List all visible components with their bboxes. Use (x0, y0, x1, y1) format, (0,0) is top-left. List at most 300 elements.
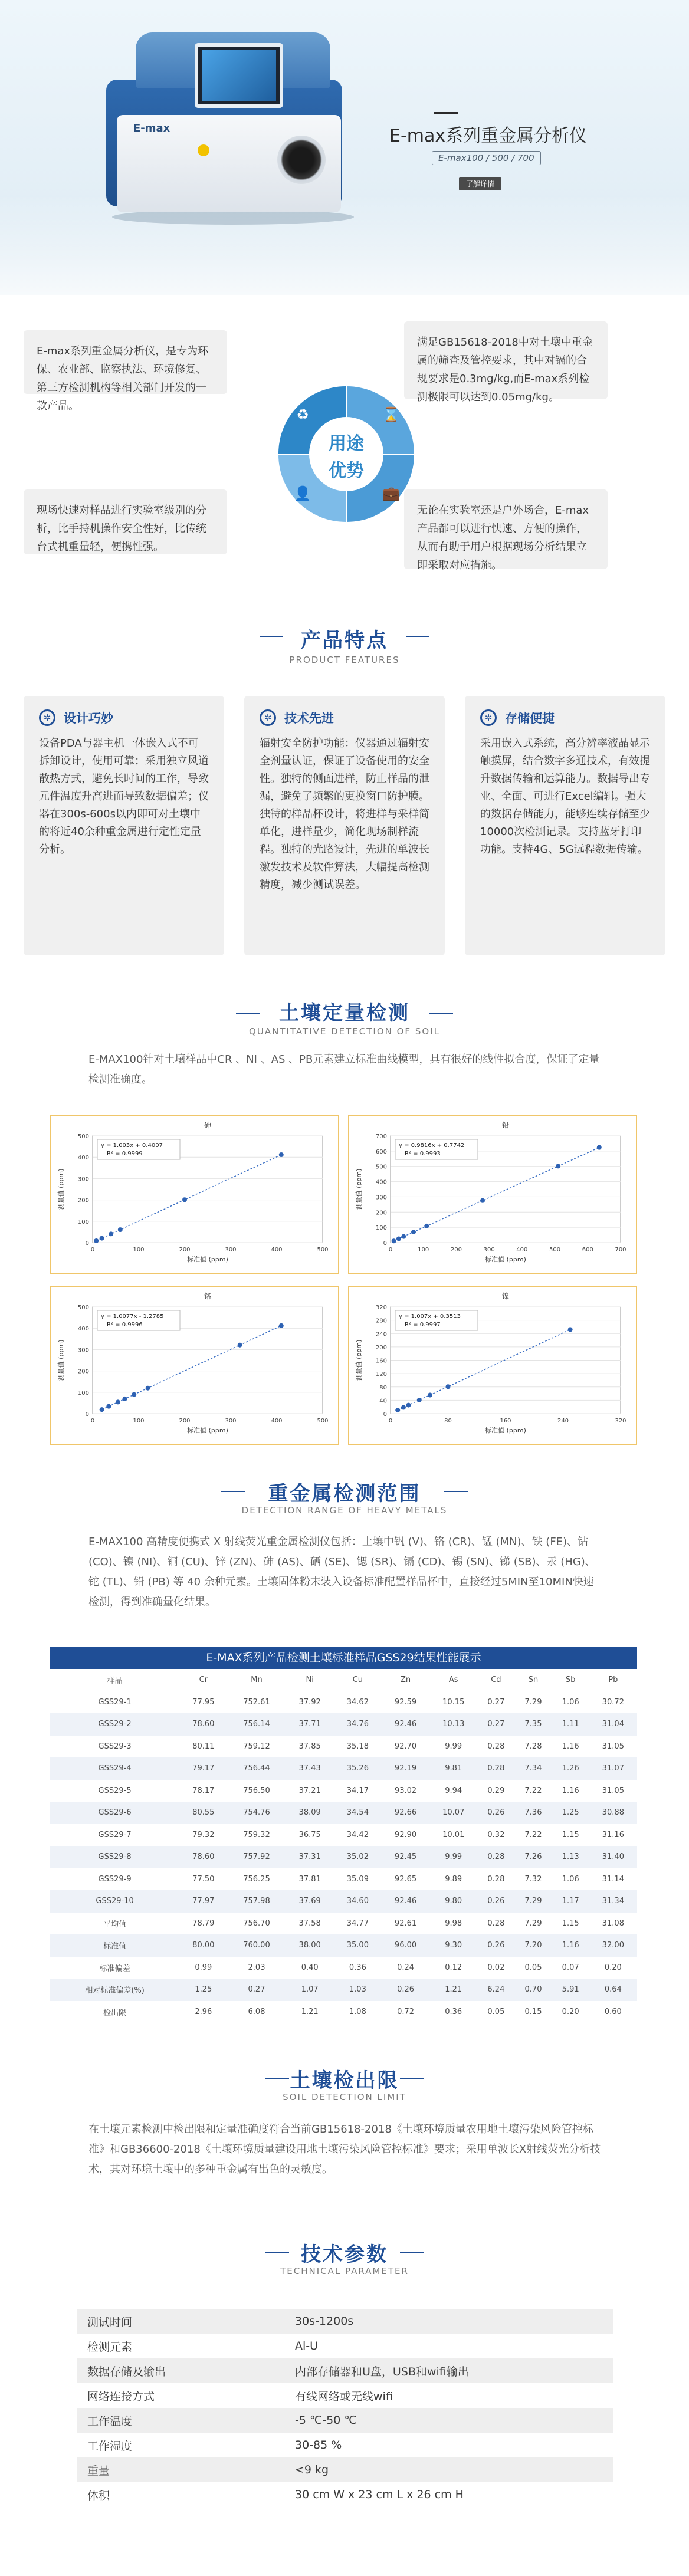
data-point (100, 1407, 104, 1412)
equation-label: y = 1.0077x - 1.2785 (101, 1313, 164, 1320)
chart-title: 铬 (204, 1292, 212, 1300)
table-cell: 0.05 (524, 1963, 542, 1972)
table-cell: 0.28 (487, 1874, 505, 1884)
quant-text: E-MAX100针对土壤样品中CR 、NI 、AS 、PB元素建立标准曲线模型，具有很好的线性拟合度，保证了定量检测准确度。 (88, 1053, 600, 1086)
table-cell: 30.88 (589, 1802, 637, 1824)
table-header-cell: Ni (286, 1669, 334, 1691)
table-cell: 756.50 (243, 1786, 270, 1795)
limit-title: 土壤检出限 (290, 2069, 399, 2092)
table-header-cell: 样品 (50, 1669, 179, 1691)
chart-title: 镍 (501, 1292, 510, 1300)
title-dash (434, 112, 458, 114)
table-cell: 759.12 (243, 1742, 270, 1751)
table-header-cell: Pb (589, 1669, 637, 1691)
data-point (279, 1152, 284, 1157)
y-tick-label: 80 (379, 1384, 387, 1391)
table-cell: 37.71 (286, 1713, 334, 1736)
x-tick-label: 160 (500, 1418, 511, 1424)
limit-text: 在土壤元素检测中检出限和定量准确度符合当前GB15618-2018《土壤环境质量农用地土壤污染风险管控标准》和GB36600-2018《土壤环境质量建设用地土壤污染风险管控标准》要求；采用单波长X射线荧光分析技术，其对环境土壤中的多种重金属有出色的灵敏度。 (88, 2123, 601, 2176)
table-cell: 31.08 (602, 1918, 624, 1928)
x-tick-label: 200 (179, 1247, 191, 1253)
data-point (146, 1386, 150, 1391)
table-cell: 0.29 (487, 1786, 505, 1795)
table-cell: 34.60 (334, 1890, 382, 1913)
table-cell: 标准偏差 (99, 1964, 130, 1973)
x-tick-label: 600 (582, 1247, 593, 1253)
x-tick-label: 80 (444, 1418, 452, 1424)
x-tick-label: 100 (133, 1418, 145, 1424)
table-cell: 7.34 (514, 1757, 552, 1780)
feature-title: 存储便捷 (505, 711, 555, 725)
product-image (100, 32, 348, 221)
table-cell: 31.05 (602, 1742, 624, 1751)
x-tick-label: 100 (133, 1247, 145, 1253)
table-row (50, 1780, 637, 1802)
table-cell: 31.14 (602, 1874, 624, 1884)
use-card-bottom-right (404, 489, 608, 569)
table-cell: 7.22 (524, 1786, 542, 1795)
feature-text: 设备PDA与器主机一体嵌入式不可拆卸设计，使用可靠；采用独立风道散热方式，避免长时间的工作，导致元件温度升高进而导致数据偏差；仪器在300s-600s以内即可对土壤中的将近40余种重金属进行定性定量分析。 (39, 737, 209, 856)
table-cell: 0.28 (477, 1757, 514, 1780)
table-cell: 78.79 (192, 1918, 215, 1928)
data-point (182, 1197, 187, 1202)
table-cell: 9.89 (445, 1874, 462, 1884)
chart-pb (348, 1115, 637, 1274)
y-tick-label: 0 (383, 1411, 387, 1418)
table-cell: 1.25 (552, 1802, 589, 1824)
table-cell: 0.36 (445, 2007, 462, 2016)
y-axis-label: 测量值 (ppm) (355, 1168, 363, 1210)
param-row (77, 2457, 613, 2482)
table-cell: 1.06 (562, 1697, 579, 1707)
y-tick-label: 200 (375, 1210, 387, 1217)
table-cell: 相对标准偏差(%) (50, 1979, 179, 2001)
table-row (50, 1736, 637, 1758)
table-cell: 0.40 (301, 1963, 319, 1972)
y-tick-label: 400 (77, 1155, 89, 1162)
table-cell: 92.61 (394, 1918, 417, 1928)
data-point (417, 1398, 422, 1402)
table-cell: 1.16 (552, 1934, 589, 1957)
device-logo: E-max (133, 122, 170, 134)
table-cell: 34.17 (346, 1786, 369, 1795)
table-cell: 9.94 (445, 1786, 462, 1795)
table-cell: 78.17 (192, 1786, 215, 1795)
gear-icon: ✲ (260, 709, 276, 726)
param-row (77, 2482, 613, 2507)
y-tick-label: 120 (375, 1371, 387, 1378)
table-cell: 35.26 (334, 1757, 382, 1780)
param-row (77, 2358, 613, 2383)
table-cell: 92.45 (382, 1846, 429, 1868)
table-cell: GSS29-1 (98, 1697, 132, 1707)
briefcase-icon: 💼 (382, 485, 400, 502)
table-cell: 0.02 (487, 1963, 505, 1972)
y-tick-label: 300 (375, 1194, 387, 1201)
table-cell: 1.26 (552, 1757, 589, 1780)
range-subtitle: DETECTION RANGE OF HEAVY METALS (241, 1505, 448, 1516)
param-key: 体积 (87, 2489, 110, 2502)
table-cell: 31.05 (602, 1786, 624, 1795)
data-point (597, 1145, 602, 1150)
table-cell: 34.76 (334, 1713, 382, 1736)
table-cell: 1.21 (301, 2007, 319, 2016)
x-tick-label: 0 (90, 1247, 95, 1253)
param-row (77, 2383, 613, 2408)
table-cell: 35.02 (334, 1846, 382, 1868)
feature-card-tech (244, 696, 445, 955)
table-cell: 759.32 (243, 1830, 270, 1839)
x-axis-label: 标准值 (ppm) (187, 1427, 228, 1434)
param-value: <9 kg (284, 2457, 613, 2482)
table-cell: 7.29 (524, 1918, 542, 1928)
table-cell: 0.07 (562, 1963, 579, 1972)
table-cell: 10.01 (442, 1830, 465, 1839)
table-cell: GSS29-10 (50, 1890, 179, 1913)
table-cell: 35.18 (346, 1742, 369, 1751)
param-value: 有线网络或无线wifi (295, 2390, 393, 2403)
data-point (116, 1399, 120, 1404)
table-cell: 752.61 (243, 1697, 270, 1707)
chart-ni-svg (349, 1287, 638, 1446)
data-point (401, 1234, 406, 1239)
table-cell: 34.62 (346, 1697, 369, 1707)
y-tick-label: 300 (77, 1176, 89, 1183)
table-header-cell: As (429, 1669, 477, 1691)
table-cell: 1.17 (552, 1890, 589, 1913)
y-tick-label: 200 (375, 1344, 387, 1351)
table-cell: 0.27 (477, 1713, 514, 1736)
learn-more-button[interactable] (459, 177, 501, 190)
y-tick-label: 400 (77, 1326, 89, 1333)
table-cell: 31.07 (589, 1757, 637, 1780)
table-cell: 0.28 (487, 1918, 505, 1928)
y-tick-label: 500 (375, 1164, 387, 1171)
table-cell: 77.95 (192, 1697, 215, 1707)
features-subtitle: PRODUCT FEATURES (289, 655, 400, 665)
y-tick-label: 0 (383, 1240, 387, 1247)
use-card-top-left (24, 330, 227, 412)
table-header-cell: Cu (334, 1669, 382, 1691)
range-title: 重金属检测范围 (268, 1482, 421, 1506)
table-cell: 0.36 (349, 1963, 366, 1972)
table-cell: 0.26 (477, 1802, 514, 1824)
table-cell: 0.27 (227, 1979, 286, 2001)
data-point (132, 1392, 136, 1397)
table-cell: 1.06 (562, 1874, 579, 1884)
chart-pb-svg (349, 1116, 638, 1275)
data-point (396, 1236, 401, 1241)
table-cell: 7.32 (524, 1874, 542, 1884)
param-key: 网络连接方式 (87, 2390, 155, 2403)
params-subtitle: TECHNICAL PARAMETER (280, 2266, 409, 2276)
table-cell: 79.32 (192, 1830, 215, 1839)
param-row (77, 2433, 613, 2457)
table-cell: 平均值 (103, 1920, 127, 1929)
table-cell: 31.16 (602, 1830, 624, 1839)
table-cell: 0.20 (604, 1963, 622, 1972)
table-cell: 0.32 (487, 1830, 505, 1839)
table-cell: 6.08 (248, 2007, 265, 2016)
table-cell: 9.30 (429, 1934, 477, 1957)
data-point (568, 1327, 573, 1332)
table-header-cell: Mn (227, 1669, 286, 1691)
param-row (77, 2334, 613, 2358)
table-cell: 80.11 (192, 1742, 215, 1751)
table-cell: 9.99 (445, 1742, 462, 1751)
table-cell: 35.09 (346, 1874, 369, 1884)
table-cell: 37.69 (286, 1890, 334, 1913)
table-row (50, 1868, 637, 1891)
table-header-cell: Zn (382, 1669, 429, 1691)
table-cell: 5.91 (552, 1979, 589, 2001)
y-tick-label: 400 (375, 1179, 387, 1186)
gear-icon: ✲ (39, 709, 55, 726)
y-tick-label: 100 (375, 1225, 387, 1232)
x-tick-label: 200 (450, 1247, 462, 1253)
table-cell: 7.26 (514, 1846, 552, 1868)
table-row (50, 1802, 637, 1824)
table-cell: 92.90 (394, 1830, 417, 1839)
learn-more-label: 了解详情 (466, 180, 495, 188)
table-cell: GSS29-9 (98, 1874, 132, 1884)
table-cell: 31.40 (589, 1846, 637, 1868)
table-cell: 756.14 (227, 1713, 286, 1736)
table-cell: 检出限 (103, 2008, 127, 2018)
table-cell: 31.04 (589, 1713, 637, 1736)
table-cell: 7.20 (514, 1934, 552, 1957)
table-header-cell: Sb (552, 1669, 589, 1691)
table-cell: 92.65 (394, 1874, 417, 1884)
chart-cr-svg (51, 1287, 340, 1446)
use-text: E-max系列重金属分析仪，是专为环保、农业部、监察执法、环境修复、第三方检测机构等相关部门开发的一款产品。 (37, 345, 209, 412)
table-cell: 757.98 (227, 1890, 286, 1913)
param-value: 30-85 % (295, 2439, 342, 2452)
params-title: 技术参数 (301, 2243, 388, 2266)
table-cell: 7.29 (514, 1890, 552, 1913)
equation-label: y = 1.007x + 0.3513 (399, 1313, 461, 1320)
r-squared-label: R² = 0.9996 (107, 1322, 143, 1328)
table-cell: 92.66 (382, 1802, 429, 1824)
table-row (50, 1691, 637, 1714)
chart-as-svg (51, 1116, 340, 1275)
table-cell: 757.92 (227, 1846, 286, 1868)
table-cell: 37.92 (298, 1697, 321, 1707)
table-cell: GSS29-4 (50, 1757, 179, 1780)
features-title: 产品特点 (301, 629, 388, 652)
table-cell: 0.12 (445, 1963, 462, 1972)
table-cell: 30.72 (602, 1697, 624, 1707)
table-cell: 9.81 (429, 1757, 477, 1780)
use-card-bottom-left (24, 489, 227, 554)
table-cell: 754.76 (227, 1802, 286, 1824)
x-tick-label: 0 (388, 1418, 393, 1424)
y-tick-label: 200 (77, 1368, 89, 1375)
x-tick-label: 100 (418, 1247, 429, 1253)
trend-line (96, 1155, 281, 1241)
table-cell: 38.00 (286, 1934, 334, 1957)
table-cell: GSS29-6 (50, 1802, 179, 1824)
table-header-cell: Cd (477, 1669, 514, 1691)
x-tick-label: 400 (516, 1247, 528, 1253)
param-value: 30s-1200s (284, 2309, 613, 2334)
data-point (411, 1230, 416, 1234)
y-tick-label: 100 (77, 1389, 89, 1397)
table-cell: 35.00 (334, 1934, 382, 1957)
table-cell: 34.77 (346, 1918, 369, 1928)
param-key: 重量 (77, 2457, 284, 2482)
data-point (480, 1198, 485, 1203)
table-cell: 0.26 (477, 1890, 514, 1913)
table-cell: GSS29-3 (98, 1742, 132, 1751)
y-tick-label: 700 (375, 1133, 387, 1140)
table-cell: 78.60 (179, 1846, 227, 1868)
y-tick-label: 500 (77, 1133, 89, 1140)
trend-line (102, 1326, 281, 1409)
y-tick-label: 600 (375, 1148, 387, 1155)
table-cell: 标准值 (50, 1934, 179, 1957)
table-cell: 1.15 (562, 1918, 579, 1928)
hero-banner (0, 0, 689, 295)
table-cell: 37.31 (286, 1846, 334, 1868)
quant-subtitle: QUANTITATIVE DETECTION OF SOIL (249, 1026, 440, 1037)
y-axis-label: 测量值 (ppm) (57, 1168, 65, 1210)
table-cell: 1.07 (286, 1979, 334, 2001)
radiation-sign-icon (198, 144, 209, 156)
table-row (50, 1846, 637, 1868)
table-cell: 77.97 (179, 1890, 227, 1913)
table-cell: 10.07 (429, 1802, 477, 1824)
table-row (50, 1913, 637, 1935)
feature-text: 采用嵌入式系统，高分辨率液晶显示触摸屏，结合数字多通技术，有效提升数据传输和运算能力。数据导出专业、全面、可进行Excel编辑。强大的数据存储能力，能够连续存储至少10000次检测记录。支持蓝牙打印功能。支持4G、5G远程数据传输。 (480, 737, 650, 856)
table-row (50, 1757, 637, 1780)
hourglass-icon: ⌛ (382, 406, 400, 423)
results-table (50, 1669, 637, 2023)
y-tick-label: 160 (375, 1358, 387, 1365)
quant-title: 土壤定量检测 (279, 1001, 410, 1025)
table-cell: GSS29-7 (98, 1830, 132, 1839)
table-cell: 92.70 (394, 1742, 417, 1751)
limit-subtitle: SOIL DETECTION LIMIT (283, 2092, 406, 2102)
table-cell: GSS29-2 (50, 1713, 179, 1736)
table-cell: 1.13 (552, 1846, 589, 1868)
param-value: Al-U (295, 2340, 319, 2352)
table-row (50, 1934, 637, 1957)
x-tick-label: 500 (549, 1247, 561, 1253)
y-tick-label: 500 (77, 1305, 89, 1311)
device-screen (195, 43, 283, 108)
table-cell: 0.26 (382, 1979, 429, 2001)
table-cell: 1.25 (179, 1979, 227, 2001)
chart-cr (50, 1286, 339, 1445)
x-tick-label: 320 (615, 1418, 626, 1424)
table-cell: GSS29-5 (98, 1786, 132, 1795)
range-text: E-MAX100 高精度便携式 X 射线荧光重金属检测仪包括：土壤中钒 (V)、铬 (CR)、锰 (MN)、铁 (FE)、钴 (CO)、镍 (NI)、铜 (CU)、锌 (ZN)、砷 (AS)、硒 (SE)、锶 (SR)、镉 (CD)、锡 (SN)、锑 (SB)、汞 (HG)、铊 (TL)、铅 (PB) 等 40 余种元素。土壤固体粉末装入设备标准配置样品杯中，直接经过5MIN至10MIN快速检测，得到准确量化结果。 (88, 1536, 596, 1608)
x-tick-label: 200 (179, 1418, 191, 1424)
table-header-cell: Cr (179, 1669, 227, 1691)
data-point (279, 1323, 284, 1328)
table-cell: 36.75 (298, 1830, 321, 1839)
circle-label-use: 用途 (329, 433, 364, 454)
x-axis-label: 标准值 (ppm) (485, 1427, 526, 1434)
table-cell: 37.43 (286, 1757, 334, 1780)
table-cell: 0.28 (477, 1846, 514, 1868)
use-text: 满足GB15618-2018中对土壤中重金属的筛查及管控要求，其中对镉的合规要求是0.3mg/kg,而E-max系列检测极限可以达到0.05mg/kg。 (417, 336, 593, 403)
params-table (77, 2309, 613, 2507)
table-row (50, 1979, 637, 2001)
table-cell: 32.00 (589, 1934, 637, 1957)
data-point (401, 1405, 406, 1410)
table-cell: 37.21 (298, 1786, 321, 1795)
user-icon: 👤 (294, 485, 311, 502)
table-cell: GSS29-8 (50, 1846, 179, 1868)
table-cell: 10.15 (442, 1697, 465, 1707)
param-key: 工作湿度 (87, 2439, 133, 2453)
param-value: -5 ℃-50 ℃ (284, 2408, 613, 2433)
table-cell: 80.00 (179, 1934, 227, 1957)
table-cell: 0.72 (397, 2007, 415, 2016)
param-row (77, 2408, 613, 2433)
param-key: 数据存储及输出 (77, 2358, 284, 2383)
feature-text: 辐射安全防护功能：仪器通过辐射安全剂量认证，保证了设备使用的安全性。独特的侧面进样，防止样品的泄漏，避免了频繁的更换窗口防护膜。独特的样品杯设计，将进样与采样简单化，进样量少，简化现场制样流程。独特的光路设计，先进的单波长激发技术及软件算法，大幅提高检测精度，减少测试误差。 (260, 737, 429, 891)
x-tick-label: 300 (225, 1247, 237, 1253)
y-axis-label: 测量值 (ppm) (355, 1339, 363, 1381)
y-tick-label: 0 (85, 1411, 89, 1418)
table-cell: 756.25 (243, 1874, 270, 1884)
data-point (109, 1231, 113, 1236)
circle-label-advantage: 优势 (329, 461, 364, 481)
table-cell: 1.16 (562, 1742, 579, 1751)
y-tick-label: 320 (375, 1305, 387, 1311)
table-cell: 2.96 (195, 2007, 212, 2016)
y-tick-label: 280 (375, 1317, 387, 1325)
param-value: 30 cm W x 23 cm L x 26 cm H (295, 2488, 464, 2501)
table-cell: 0.70 (514, 1979, 552, 2001)
data-point (428, 1392, 432, 1397)
equation-label: y = 0.9816x + 0.7742 (399, 1142, 465, 1149)
chart-ni (348, 1286, 637, 1445)
table-cell: 0.99 (195, 1963, 212, 1972)
table-cell: 34.54 (334, 1802, 382, 1824)
table-cell: 78.60 (179, 1713, 227, 1736)
y-tick-label: 0 (85, 1240, 89, 1247)
feature-title: 设计巧妙 (64, 711, 113, 725)
x-tick-label: 500 (317, 1247, 329, 1253)
table-cell: 0.20 (562, 2007, 579, 2016)
table-cell: 10.13 (429, 1713, 477, 1736)
recycle-icon: ♻ (296, 406, 309, 423)
table-cell: 2.03 (248, 1963, 265, 1972)
table-cell: 9.98 (445, 1918, 462, 1928)
table-cell: 0.27 (487, 1697, 505, 1707)
data-point (446, 1384, 451, 1389)
table-cell: 92.46 (382, 1713, 429, 1736)
hero-model-badge: E-max100 / 500 / 700 (432, 151, 541, 165)
table-cell: 0.24 (397, 1963, 415, 1972)
table-cell: 7.35 (514, 1713, 552, 1736)
table-cell: 0.26 (477, 1934, 514, 1957)
data-point (392, 1238, 396, 1243)
feature-title: 技术先进 (284, 711, 334, 725)
hero-title: E-max系列重金属分析仪 (389, 126, 588, 146)
device-port (277, 136, 326, 184)
table-cell: 92.19 (382, 1757, 429, 1780)
gear-icon: ✲ (480, 709, 497, 726)
table-cell: 80.55 (179, 1802, 227, 1824)
table-cell: 92.59 (394, 1697, 417, 1707)
data-point (94, 1238, 99, 1243)
table-cell: 0.15 (524, 2007, 542, 2016)
